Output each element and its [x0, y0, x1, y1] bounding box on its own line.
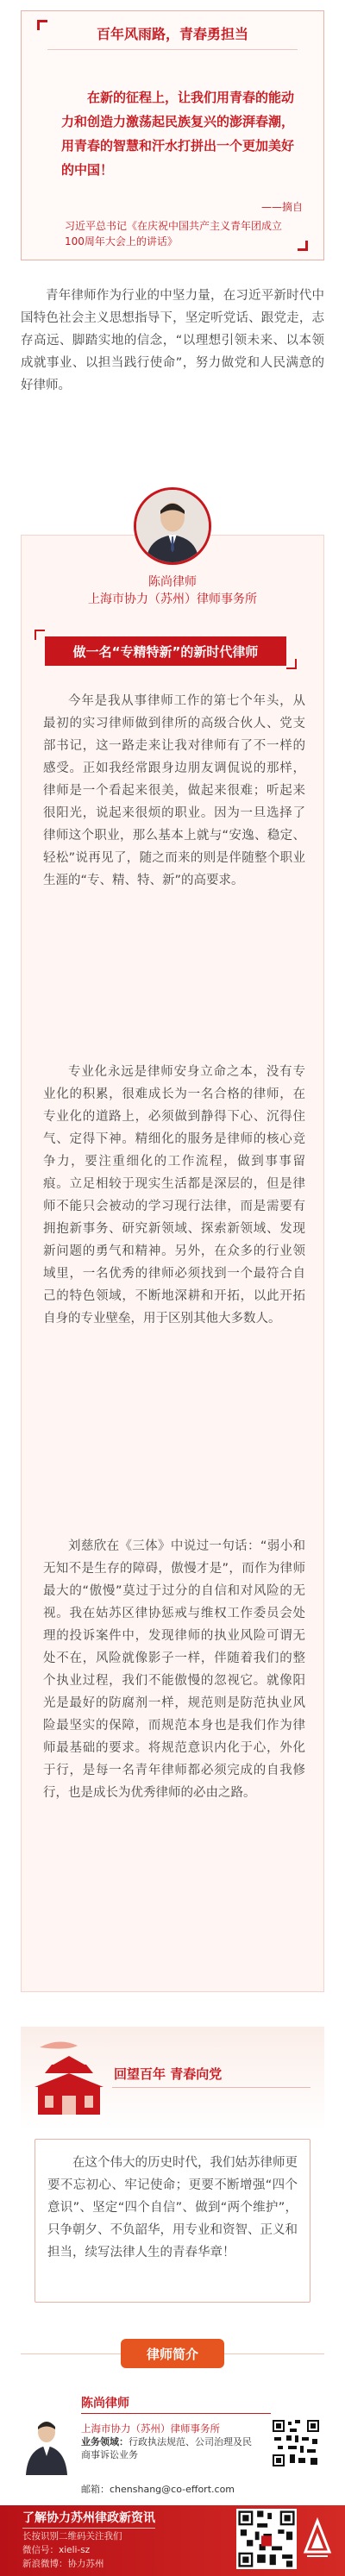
section2-header	[21, 2027, 324, 2130]
email-value: chenshang@co-effort.com	[110, 2484, 235, 2495]
card-firm: 上海市协力（苏州）律师事务所	[81, 2422, 220, 2435]
divider	[81, 2413, 271, 2414]
section-banner: 做一名“专精特新”的新时代律师	[45, 636, 286, 666]
business-label: 业务领域：	[81, 2436, 129, 2448]
intro-paragraph: 青年律师作为行业的中坚力量，在习近平新时代中国特色社会主义思想指导下，坚定听党话、跟党走，志存高远、脚踏实地的信念，“以理想引领未来、以本领成就事业、以担当践行使命”，努力做党和人民满意的好律师。	[21, 289, 324, 392]
firm-logo-icon	[302, 2517, 333, 2560]
divider	[112, 2087, 310, 2088]
footer-wechat: 微信号：xieli-sz	[22, 2545, 91, 2555]
tiananmen-emblem-icon	[33, 2035, 105, 2122]
quote-attribution: ——摘自	[260, 201, 303, 213]
section2-box	[34, 2139, 310, 2303]
email-label: 邮箱：	[81, 2484, 110, 2495]
business-value: 行政执法规范、公司治理及民商事诉讼业务	[81, 2436, 252, 2460]
section2-title: 回望百年 青春向党	[114, 2066, 223, 2082]
footer-weibo: 新浪微博：协力苏州	[22, 2559, 104, 2569]
qr-code-icon[interactable]	[271, 2418, 321, 2468]
corner-bracket-icon	[286, 659, 297, 669]
body-paragraph: 专业化永远是律师安身立命之本，没有专业化的积累，很难成长为一名合格的律师，在专业化的道路上，必须做到静得下心、沉得住气、定得下神。精细化的服务是律师的核心竞争力，要注重细化的工作流程，做到事事留痕。立足相较于现实生活都是深层的，但是律师不能只会被动的学习现行法律，而是需要有拥抱新事务、研究新领域、探索新领域、发现新问题的勇气和精神。另外，在众多的行业领域里，一名优秀的律师必须找到一个最符合自己的特色领域，不断地深耕和开拓，以此开拓自身的专业壁垒，用于区别其他大多数人。	[43, 1065, 305, 1326]
body-paragraph: 刘慈欣在《三体》中说过一句话：“弱小和无知不是生存的障碍，傲慢才是”，而作为律师最大的“傲慢”莫过于过分的自信和对风险的无视。我在姑苏区律协惩戒与维权工作委员会处理的投诉案件中，发现律师的执业风险可谓无处不在，风险就像影子一样，伴随着我们的整个执业过程，我们不能傲慢的忽视它。就像阳光是最好的防腐剂一样，规范则是防范执业风险最坚实的保障，而规范本身也是我们作为律师最基础的要求。将规范意识内化于心，外化于行，是每一名青年律师都必须完成的自我修行，也是成长为优秀律师的必由之路。	[43, 1539, 305, 1800]
lawyer-intro-label: 律师简介	[121, 2339, 224, 2368]
quote-title: 百年风雨路，青春勇担当	[96, 26, 248, 42]
section2-text: 在这个伟大的历史时代，我们姑苏律师更要不忘初心、牢记使命；更要不断增强“四个意识”、坚定“四个自信”、做到“两个维护”，只争朝夕、不负韶华，用专业和资智、正义和担当，续写法律人生的青春华章！	[47, 2156, 298, 2259]
avatar	[134, 487, 211, 565]
corner-bracket-icon	[298, 241, 308, 251]
footer	[0, 2505, 345, 2576]
quote-text: 在新的征程上，让我们用青春的能动力和创造力激荡起民族复兴的澎湃春潮，用青春的智慧和汗水打拼出一个更加美好的中国！	[61, 90, 295, 178]
card-name: 陈尚律师	[81, 2397, 129, 2410]
person-portrait-icon	[21, 2413, 72, 2475]
card-business	[81, 2435, 254, 2461]
corner-bracket-icon	[34, 630, 45, 640]
footer-title: 了解协力苏州律政新资讯	[22, 2509, 155, 2529]
footer-qr-hint: 长按识别二维码关注我们	[22, 2531, 122, 2542]
body-paragraph: 今年是我从事律师工作的第七个年头，从最初的实习律师做到律所的高级合伙人、党支部书记，这一路走来让我对律师有了不一样的感受。正如我经常跟身边朋友调侃说的那样，律师是一个看起来很美，做起来很难；听起来很阳光，说起来很烦的职业。因为一旦选择了律师这个职业，那么基本上就与“安逸、稳定、轻松”说再见了，随之而来的则是伴随整个职业生涯的“专、精、特、新”的高要求。	[43, 694, 305, 887]
lawyer-card	[21, 2387, 324, 2501]
quote-source: 习近平总书记《在庆祝中国共产主义青年团成立100周年大会上的讲话》	[65, 220, 283, 248]
divider	[47, 49, 298, 50]
profile-name: 陈尚律师	[148, 575, 197, 589]
quote-box	[21, 10, 324, 260]
qr-code-icon[interactable]	[236, 2509, 297, 2569]
person-portrait-icon	[136, 490, 209, 562]
card-email	[81, 2482, 235, 2496]
profile-firm: 上海市协力（苏州）律师事务所	[88, 592, 257, 606]
